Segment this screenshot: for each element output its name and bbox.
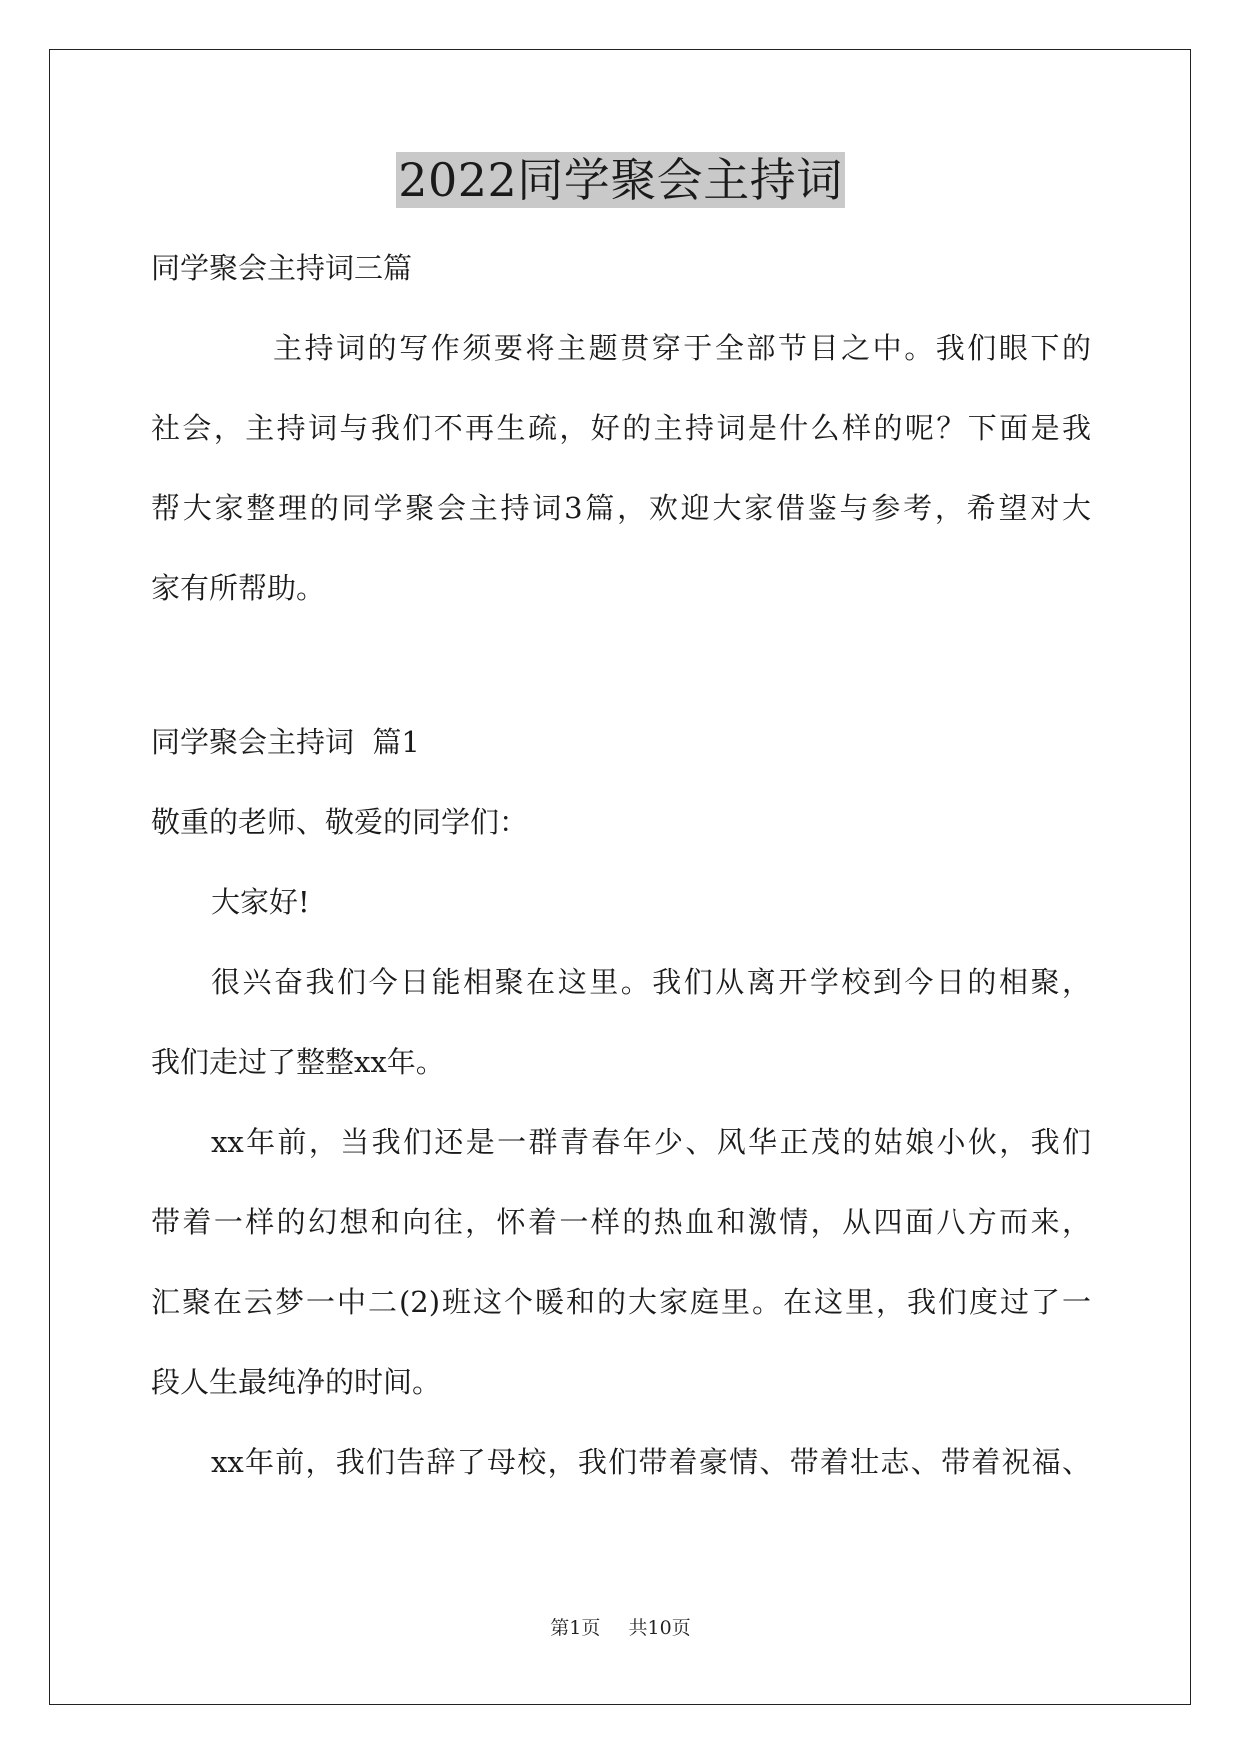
subtitle: 同学聚会主持词三篇 (151, 251, 413, 285)
body-line-1: 很兴奋我们今日能相聚在这里。我们从离开学校到今日的相聚， (211, 965, 1091, 999)
body-line-3: xx年前，当我们还是一群青春年少、风华正茂的姑娘小伙，我们 (211, 1125, 1091, 1159)
intro-line-2: 社会，主持词与我们不再生疏，好的主持词是什么样的呢？下面是我 (151, 411, 1091, 445)
salutation: 敬重的老师、敬爱的同学们： (151, 805, 529, 839)
body-line-7: xx年前，我们告辞了母校，我们带着豪情、带着壮志、带着祝福、 (211, 1445, 1091, 1479)
greeting: 大家好! (211, 885, 310, 919)
section-heading: 同学聚会主持词 篇1 (151, 725, 420, 759)
page-total: 共10页 (628, 1617, 691, 1639)
document-title: 2022同学聚会主持词 (398, 153, 843, 207)
body-line-5: 汇聚在云梦一中二(2)班这个暖和的大家庭里。在这里，我们度过了一 (151, 1285, 1091, 1319)
body-line-2: 我们走过了整整xx年。 (151, 1045, 445, 1079)
body-line-4: 带着一样的幻想和向往，怀着一样的热血和激情，从四面八方而来， (151, 1205, 1091, 1239)
page-footer (0, 1613, 1241, 1640)
intro-line-4: 家有所帮助。 (151, 571, 326, 605)
intro-line-1: 主持词的写作须要将主题贯穿于全部节目之中。我们眼下的 (273, 331, 1091, 365)
intro-line-3: 帮大家整理的同学聚会主持词3篇，欢迎大家借鉴与参考，希望对大 (151, 491, 1091, 525)
title-container (0, 152, 1241, 208)
page-number: 第1页 (550, 1617, 601, 1639)
document-body (151, 228, 1091, 1502)
body-line-6: 段人生最纯净的时间。 (151, 1365, 442, 1399)
section-gap (151, 628, 1091, 702)
